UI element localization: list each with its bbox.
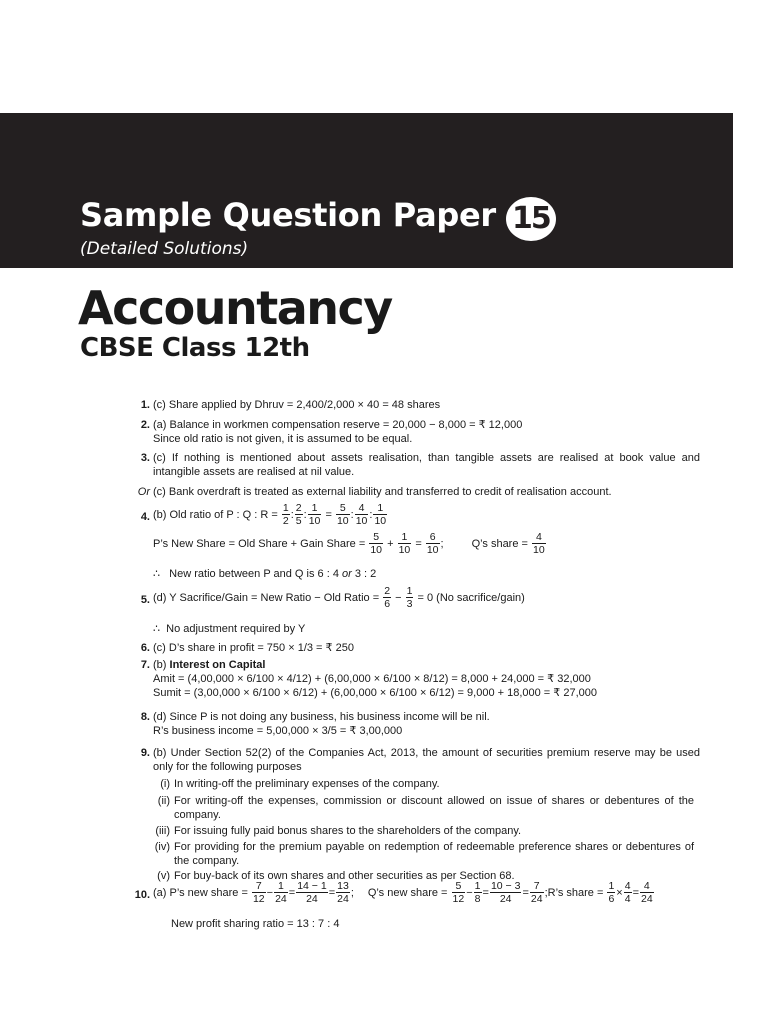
numerator: 4 bbox=[535, 531, 542, 543]
fraction bbox=[295, 502, 303, 527]
denominator: 10 bbox=[308, 515, 321, 527]
answer-body bbox=[153, 658, 700, 700]
answer-body bbox=[153, 418, 700, 446]
answer-number: 3. bbox=[140, 452, 150, 464]
therefore-symbol: ∴ bbox=[153, 568, 160, 580]
answer-line: R’s business income = 5,00,000 × 3/5 = ₹ 3,00,000 bbox=[153, 725, 403, 737]
colon: : bbox=[290, 508, 294, 521]
equals: = bbox=[632, 886, 639, 899]
denominator: 8 bbox=[474, 893, 481, 905]
numerator: 2 bbox=[295, 502, 302, 514]
equals: = bbox=[328, 886, 336, 899]
denominator: 10 bbox=[336, 515, 349, 527]
minus: − bbox=[466, 886, 473, 899]
item-number: (i) bbox=[160, 778, 170, 790]
answer-number: 4. bbox=[140, 511, 150, 523]
denominator: 6 bbox=[384, 598, 391, 610]
answer-line bbox=[153, 622, 700, 636]
answer-line: Since old ratio is not given, it is assumed to be equal. bbox=[153, 433, 413, 445]
fraction bbox=[640, 880, 654, 905]
fraction bbox=[532, 531, 546, 556]
colon: : bbox=[303, 508, 307, 521]
answer-text: (c) If nothing is mentioned about assets realisation, than tangible assets are realised at book value and intangible assets are realised at nil value. bbox=[153, 452, 700, 478]
old-ratio-row bbox=[153, 502, 700, 527]
fraction bbox=[530, 880, 544, 905]
answer-text: (c) D’s share in profit = 750 × 1/3 = ₹ 250 bbox=[153, 642, 354, 654]
or-label: Or bbox=[137, 486, 150, 498]
fraction bbox=[474, 880, 482, 905]
sacrifice-result: = 0 (No sacrifice/gain) bbox=[417, 591, 525, 604]
new-share-label: P’s New Share = Old Share + Gain Share = bbox=[153, 537, 366, 550]
denominator: 10 bbox=[398, 544, 411, 556]
denominator: 24 bbox=[337, 893, 349, 905]
answer-number: 2. bbox=[140, 419, 150, 431]
paper-title-text: Sample Question Paper bbox=[80, 196, 496, 234]
numerator: 1 bbox=[311, 502, 318, 514]
colon: : bbox=[350, 508, 354, 521]
answer-line: (a) Balance in workmen compensation reserve = 20,000 − 8,000 = ₹ 12,000 bbox=[153, 419, 523, 431]
r-share-label: R’s share = bbox=[547, 886, 604, 899]
item-text: For buy-back of its own shares and other securities as per Section 68. bbox=[174, 870, 515, 882]
denominator: 2 bbox=[282, 515, 289, 527]
answer-number: 5. bbox=[140, 594, 150, 606]
fraction bbox=[355, 502, 369, 527]
answer-body bbox=[153, 710, 700, 738]
denominator: 24 bbox=[641, 893, 653, 905]
item-number: (iv) bbox=[154, 841, 170, 853]
semicolon: ; bbox=[350, 886, 354, 899]
answer-body bbox=[153, 880, 700, 905]
answer-body bbox=[153, 531, 700, 556]
answer-line: Amit = (4,00,000 × 6/100 × 4/12) + (6,00,000 × 6/100 × 8/12) = 8,000 + 24,000 = ₹ 32,000 bbox=[153, 673, 591, 685]
denominator: 24 bbox=[490, 892, 522, 905]
denominator: 6 bbox=[608, 893, 615, 905]
answer-number: 7. bbox=[140, 659, 150, 671]
denominator: 4 bbox=[624, 893, 631, 905]
numerator: 1 bbox=[401, 531, 408, 543]
equals: = bbox=[482, 886, 489, 899]
answer-line: (d) Since P is not doing any business, his business income will be nil. bbox=[153, 711, 490, 723]
answer-number: 1. bbox=[140, 399, 150, 411]
fraction bbox=[373, 502, 387, 527]
conclusion-text: 3 : 2 bbox=[354, 568, 377, 580]
fraction bbox=[624, 880, 632, 905]
denominator: 10 bbox=[374, 515, 387, 527]
paper-title bbox=[80, 196, 556, 241]
denominator: 10 bbox=[370, 544, 383, 556]
colon: : bbox=[369, 508, 373, 521]
fraction bbox=[383, 585, 391, 610]
numerator: 1 bbox=[474, 880, 481, 892]
semicolon: ; bbox=[544, 886, 548, 899]
numerator: 1 bbox=[406, 585, 413, 597]
answer-text: (c) Bank overdraft is treated as external liability and transferred to credit of realisation account. bbox=[153, 486, 612, 498]
paper-number-badge: 15 bbox=[506, 197, 556, 241]
equals: = bbox=[415, 537, 422, 550]
numerator: 5 bbox=[339, 502, 346, 514]
old-ratio-label: (b) Old ratio of P : Q : R = bbox=[153, 508, 278, 521]
numerator: 1 bbox=[282, 502, 289, 514]
answer-text: (b) Under Section 52(2) of the Companies Act, 2013, the amount of securities premium reserve may be used only for the following purposes bbox=[153, 747, 700, 773]
fraction bbox=[490, 880, 522, 905]
answer-body bbox=[153, 502, 700, 527]
fraction bbox=[607, 880, 615, 905]
q-share-label: Q’s new share = bbox=[367, 886, 448, 899]
numerator: 10 − 3 bbox=[490, 880, 521, 892]
minus: − bbox=[395, 591, 402, 604]
numerator: 1 bbox=[608, 880, 615, 892]
denominator: 10 bbox=[533, 544, 545, 556]
fraction bbox=[274, 880, 288, 905]
numerator: 13 bbox=[337, 880, 349, 892]
fraction bbox=[452, 880, 466, 905]
new-share-row bbox=[153, 531, 700, 556]
denominator: 10 bbox=[426, 544, 439, 556]
conclusion-text: New ratio between P and Q is 6 : 4 bbox=[169, 568, 339, 580]
answer-number: 8. bbox=[140, 711, 150, 723]
numerator: 7 bbox=[255, 880, 262, 892]
answer-line bbox=[153, 567, 700, 581]
plus: + bbox=[387, 537, 394, 550]
class-title: CBSE Class 12th bbox=[80, 333, 310, 363]
sacrifice-row bbox=[153, 585, 700, 610]
p-share-label: (a) P’s new share = bbox=[153, 886, 248, 899]
item-text: For providing for the premium payable on redemption of redeemable preference shares or debentures of the company. bbox=[174, 841, 694, 867]
item-number: (ii) bbox=[157, 795, 170, 807]
subject-title: Accountancy bbox=[78, 281, 392, 335]
fraction bbox=[336, 502, 350, 527]
q-share-label: Q’s share = bbox=[471, 537, 528, 550]
numerator: 1 bbox=[377, 502, 384, 514]
equals: = bbox=[288, 886, 296, 899]
fraction bbox=[398, 531, 412, 556]
fraction bbox=[426, 531, 440, 556]
item-text: In writing-off the preliminary expenses of the company. bbox=[174, 778, 440, 790]
conclusion-text: No adjustment required by Y bbox=[166, 623, 306, 635]
new-share-row bbox=[153, 880, 700, 905]
item-text: For writing-off the expenses, commission or discount allowed on issue of shares or debentures of the company. bbox=[174, 795, 694, 821]
minus: − bbox=[266, 886, 274, 899]
denominator: 12 bbox=[252, 893, 265, 905]
answer-number: 6. bbox=[140, 642, 150, 654]
fraction bbox=[308, 502, 322, 527]
numerator: 5 bbox=[455, 880, 462, 892]
item-text: For issuing fully paid bonus shares to the shareholders of the company. bbox=[174, 825, 522, 837]
numerator: 2 bbox=[384, 585, 391, 597]
sacrifice-label: (d) Y Sacrifice/Gain = New Ratio − Old Ratio = bbox=[153, 591, 380, 604]
fraction bbox=[296, 880, 328, 905]
denominator: 24 bbox=[296, 892, 328, 905]
numerator: 4 bbox=[358, 502, 365, 514]
numerator: 4 bbox=[643, 880, 650, 892]
answer-number: 10. bbox=[134, 889, 150, 901]
denominator: 5 bbox=[295, 515, 302, 527]
fraction bbox=[406, 585, 414, 610]
answer-line bbox=[153, 658, 700, 672]
item-number: (iii) bbox=[155, 825, 170, 837]
numerator: 7 bbox=[533, 880, 540, 892]
equals: = bbox=[522, 886, 529, 899]
numerator: 14 − 1 bbox=[297, 880, 327, 892]
fraction bbox=[336, 880, 350, 905]
semicolon: ; bbox=[440, 537, 444, 550]
times: × bbox=[616, 886, 623, 899]
denominator: 10 bbox=[355, 515, 368, 527]
numerator: 4 bbox=[624, 880, 631, 892]
numerator: 5 bbox=[373, 531, 380, 543]
fraction bbox=[252, 880, 266, 905]
answer-line: New profit sharing ratio = 13 : 7 : 4 bbox=[171, 918, 340, 930]
item-number: (v) bbox=[157, 870, 170, 882]
numerator: 1 bbox=[277, 880, 284, 892]
paper-subtitle: (Detailed Solutions) bbox=[80, 239, 249, 259]
fraction bbox=[369, 531, 383, 556]
answer-text: (c) Share applied by Dhruv = 2,400/2,000 × 40 = 48 shares bbox=[153, 399, 441, 411]
numerator: 6 bbox=[429, 531, 436, 543]
fraction bbox=[282, 502, 290, 527]
section-heading: Interest on Capital bbox=[169, 659, 266, 671]
denominator: 12 bbox=[452, 893, 465, 905]
conclusion-or: or bbox=[342, 568, 352, 580]
denominator: 24 bbox=[530, 893, 543, 905]
therefore-symbol: ∴ bbox=[153, 623, 160, 635]
denominator: 3 bbox=[406, 598, 413, 610]
answer-number: 9. bbox=[140, 747, 150, 759]
answer-body bbox=[153, 585, 700, 610]
option-label: (b) bbox=[153, 659, 167, 671]
answer-line: Sumit = (3,00,000 × 6/100 × 6/12) + (6,00,000 × 6/100 × 6/12) = 9,000 + 18,000 = ₹ 27,000 bbox=[153, 687, 597, 699]
equals: = bbox=[325, 508, 332, 521]
denominator: 24 bbox=[275, 893, 287, 905]
